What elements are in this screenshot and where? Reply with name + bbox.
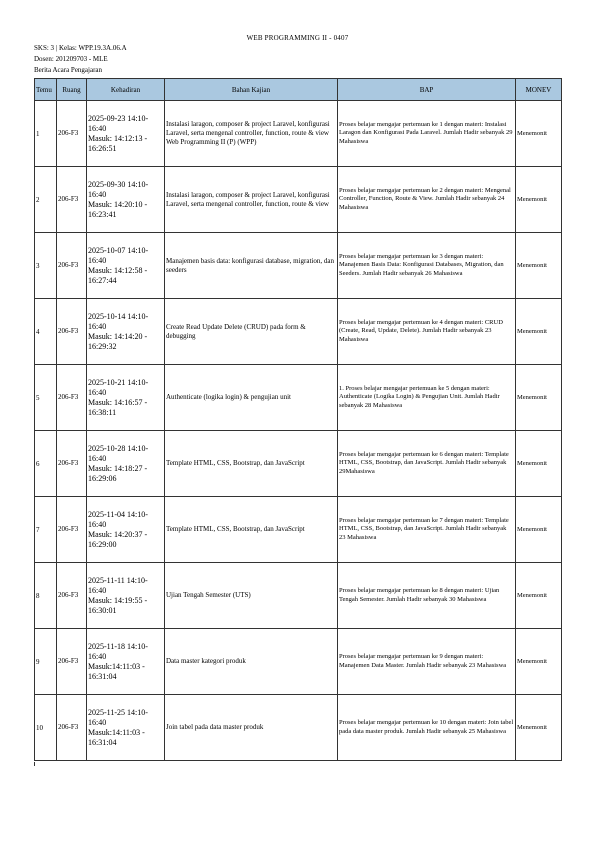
monev-cell: Menemonit bbox=[516, 233, 562, 299]
monev-cell: Menemonit bbox=[516, 431, 562, 497]
table-continuation-line bbox=[34, 762, 36, 766]
ruang-cell: 206-F3 bbox=[57, 365, 87, 431]
keluar-time: 16:23:41 bbox=[88, 209, 117, 219]
sks-kelas-info: SKS: 3 | Kelas: WPP.19.3A.06.A bbox=[34, 44, 127, 52]
bap-cell: Proses belajar mengajar pertemuan ke 8 dengan materi: Ujian Tengah Semester. Jumlah Hadir sebanyak 30 Mahasiswa bbox=[338, 563, 516, 629]
header-monev: MONEV bbox=[516, 79, 562, 101]
header-ruang: Ruang bbox=[57, 79, 87, 101]
temu-number: 5 bbox=[35, 365, 57, 431]
keluar-time: 16:29:32 bbox=[88, 341, 117, 351]
bahan-kajian-cell: Data master kategori produk bbox=[165, 629, 338, 695]
keluar-time: 16:30:01 bbox=[88, 605, 117, 615]
temu-number: 10 bbox=[35, 695, 57, 761]
temu-number: 3 bbox=[35, 233, 57, 299]
masuk-time: Masuk: 14:14:20 - bbox=[88, 331, 148, 341]
jadwal-time: 2025-09-23 14:10-16:40 bbox=[88, 113, 149, 133]
bap-cell: Proses belajar mengajar pertemuan ke 9 dengan materi: Manajemen Data Master. Jumlah Hadir sebanyak 23 Mahasiswa bbox=[338, 629, 516, 695]
ruang-cell: 206-F3 bbox=[57, 431, 87, 497]
temu-number: 1 bbox=[35, 101, 57, 167]
bap-cell: 1. Proses belajar mengajar pertemuan ke 5 dengan materi: Authenticate (Logika Login) & Pengujian Unit. Jumlah Hadir sebanyak 28 Mahasiswa bbox=[338, 365, 516, 431]
teaching-report-table bbox=[34, 78, 562, 761]
monev-cell: Menemonit bbox=[516, 629, 562, 695]
jadwal-time: 2025-09-30 14:10-16:40 bbox=[88, 179, 149, 199]
ruang-cell: 206-F3 bbox=[57, 629, 87, 695]
kehadiran-cell bbox=[87, 101, 165, 167]
document-title: WEB PROGRAMMING II - 0407 bbox=[246, 34, 349, 42]
jadwal-time: 2025-11-18 14:10-16:40 bbox=[88, 641, 148, 661]
masuk-time: Masuk: 14:12:13 - bbox=[88, 133, 148, 143]
temu-number: 2 bbox=[35, 167, 57, 233]
bap-cell: Proses belajar mengajar pertemuan ke 1 dengan materi: Instalasi Laragon dan Konfigurasi Pada Laravel. Jumlah Hadir sebanyak 29 Mahasiswa bbox=[338, 101, 516, 167]
masuk-time: Masuk:14:11:03 - bbox=[88, 727, 145, 737]
ruang-cell: 206-F3 bbox=[57, 233, 87, 299]
bahan-kajian-cell: Template HTML, CSS, Bootstrap, dan JavaScript bbox=[165, 431, 338, 497]
header-bap: BAP bbox=[338, 79, 516, 101]
keluar-time: 16:31:04 bbox=[88, 671, 117, 681]
jadwal-time: 2025-11-25 14:10-16:40 bbox=[88, 707, 148, 727]
kehadiran-cell bbox=[87, 497, 165, 563]
temu-number: 6 bbox=[35, 431, 57, 497]
monev-cell: Menemonit bbox=[516, 695, 562, 761]
section-title: Berita Acara Pengajaran bbox=[34, 66, 103, 74]
table-row bbox=[35, 431, 562, 497]
kehadiran-cell bbox=[87, 563, 165, 629]
jadwal-time: 2025-10-14 14:10-16:40 bbox=[88, 311, 149, 331]
jadwal-time: 2025-10-21 14:10-16:40 bbox=[88, 377, 149, 397]
ruang-cell: 206-F3 bbox=[57, 101, 87, 167]
monev-cell: Menemonit bbox=[516, 101, 562, 167]
bahan-kajian-cell: Manajemen basis data: konfigurasi database, migration, dan seeders bbox=[165, 233, 338, 299]
masuk-time: Masuk: 14:20:10 - bbox=[88, 199, 148, 209]
kehadiran-cell bbox=[87, 299, 165, 365]
bahan-kajian-cell: Instalasi laragon, composer & project Laravel, konfigurasi Laravel, serta mengenal controller, function, route & view bbox=[165, 167, 338, 233]
masuk-time: Masuk: 14:12:58 - bbox=[88, 265, 148, 275]
masuk-time: Masuk:14:11:03 - bbox=[88, 661, 145, 671]
ruang-cell: 206-F3 bbox=[57, 563, 87, 629]
keluar-time: 16:29:06 bbox=[88, 473, 117, 483]
keluar-time: 16:26:51 bbox=[88, 143, 117, 153]
monev-cell: Menemonit bbox=[516, 299, 562, 365]
table-row bbox=[35, 695, 562, 761]
kehadiran-cell bbox=[87, 233, 165, 299]
bap-cell: Proses belajar mengajar pertemuan ke 7 dengan materi: Template HTML, CSS, Bootstrap, dan JavaScript. Jumlah Hadir sebanyak 23 Mahasiswa bbox=[338, 497, 516, 563]
keluar-time: 16:38:11 bbox=[88, 407, 117, 417]
table-row bbox=[35, 497, 562, 563]
header-bahan-kajian: Bahan Kajian bbox=[165, 79, 338, 101]
monev-cell: Menemonit bbox=[516, 365, 562, 431]
bap-cell: Proses belajar mengajar pertemuan ke 10 dengan materi: Join tabel pada data master produk. Jumlah Hadir sebanyak 25 Mahasiswa bbox=[338, 695, 516, 761]
temu-number: 4 bbox=[35, 299, 57, 365]
table-row bbox=[35, 167, 562, 233]
bap-cell: Proses belajar mengajar pertemuan ke 6 dengan materi: Template HTML, CSS, Bootstrap, dan JavaScript. Jumlah Hadir sebanyak 29Mahasiswa bbox=[338, 431, 516, 497]
masuk-time: Masuk: 14:19:55 - bbox=[88, 595, 148, 605]
bap-cell: Proses belajar mengajar pertemuan ke 3 dengan materi: Manajemen Basis Data: Konfigurasi Databases, Migration, dan Seeders. Jumlah Hadir sebanyak 26 Mahasiswa bbox=[338, 233, 516, 299]
table-row bbox=[35, 563, 562, 629]
bahan-kajian-cell: Join tabel pada data master produk bbox=[165, 695, 338, 761]
kehadiran-cell bbox=[87, 365, 165, 431]
table-header-row bbox=[35, 79, 562, 101]
bap-cell: Proses belajar mengajar pertemuan ke 4 dengan materi: CRUD (Create, Read, Update, Delete). Jumlah Hadir sebanyak 23 Mahasiswa bbox=[338, 299, 516, 365]
kehadiran-cell bbox=[87, 695, 165, 761]
kehadiran-cell bbox=[87, 431, 165, 497]
keluar-time: 16:29:00 bbox=[88, 539, 117, 549]
jadwal-time: 2025-11-04 14:10-16:40 bbox=[88, 509, 148, 529]
temu-number: 8 bbox=[35, 563, 57, 629]
ruang-cell: 206-F3 bbox=[57, 299, 87, 365]
bahan-kajian-cell: Create Read Update Delete (CRUD) pada form & debugging bbox=[165, 299, 338, 365]
bahan-kajian-cell: Authenticate (logika login) & pengujian unit bbox=[165, 365, 338, 431]
table-row bbox=[35, 101, 562, 167]
header-kehadiran: Kehadiran bbox=[87, 79, 165, 101]
keluar-time: 16:27:44 bbox=[88, 275, 117, 285]
jadwal-time: 2025-11-11 14:10-16:40 bbox=[88, 575, 148, 595]
keluar-time: 16:31:04 bbox=[88, 737, 117, 747]
temu-number: 9 bbox=[35, 629, 57, 695]
bahan-kajian-cell: Ujian Tengah Semester (UTS) bbox=[165, 563, 338, 629]
table-row bbox=[35, 233, 562, 299]
monev-cell: Menemonit bbox=[516, 167, 562, 233]
bap-cell: Proses belajar mengajar pertemuan ke 2 dengan materi: Mengenal Controller, Function, Route & View. Jumlah Hadir sebanyak 24 Mahasiswa bbox=[338, 167, 516, 233]
temu-number: 7 bbox=[35, 497, 57, 563]
kehadiran-cell bbox=[87, 629, 165, 695]
jadwal-time: 2025-10-07 14:10-16:40 bbox=[88, 245, 149, 265]
bahan-kajian-cell: Instalasi laragon, composer & project Laravel, konfigurasi Laravel, serta mengenal controller, function, route & view Web Programming II (P) (WPP) bbox=[165, 101, 338, 167]
ruang-cell: 206-F3 bbox=[57, 497, 87, 563]
monev-cell: Menemonit bbox=[516, 497, 562, 563]
header-temu: Temu bbox=[35, 79, 57, 101]
jadwal-time: 2025-10-28 14:10-16:40 bbox=[88, 443, 149, 463]
masuk-time: Masuk: 14:18:27 - bbox=[88, 463, 148, 473]
dosen-info: Dosen: 201209703 - MLE bbox=[34, 55, 108, 63]
bahan-kajian-cell: Template HTML, CSS, Bootstrap, dan JavaScript bbox=[165, 497, 338, 563]
masuk-time: Masuk: 14:16:57 - bbox=[88, 397, 148, 407]
ruang-cell: 206-F3 bbox=[57, 695, 87, 761]
kehadiran-cell bbox=[87, 167, 165, 233]
table-row bbox=[35, 365, 562, 431]
monev-cell: Menemonit bbox=[516, 563, 562, 629]
masuk-time: Masuk: 14:20:37 - bbox=[88, 529, 148, 539]
ruang-cell: 206-F3 bbox=[57, 167, 87, 233]
table-row bbox=[35, 629, 562, 695]
table-body bbox=[35, 101, 562, 761]
table-row bbox=[35, 299, 562, 365]
